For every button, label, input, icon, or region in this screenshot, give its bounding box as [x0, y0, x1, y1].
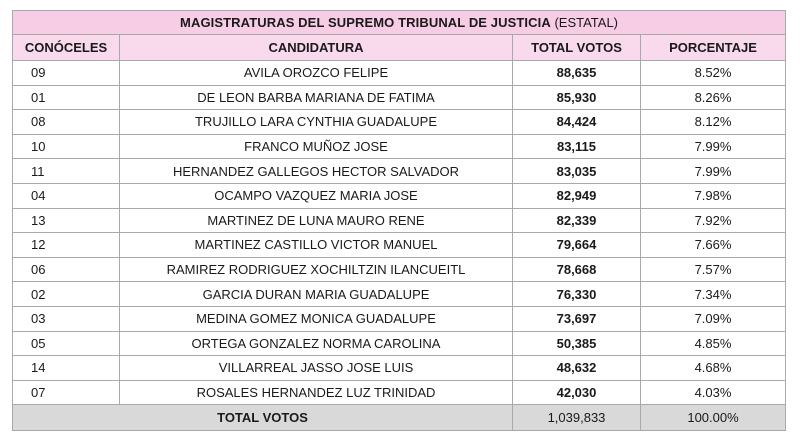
cell-candidate-name: MARTINEZ CASTILLO VICTOR MANUEL: [120, 233, 513, 258]
table-row: [13, 159, 786, 184]
cell-percent: 7.92%: [641, 208, 786, 233]
table-row: [13, 233, 786, 258]
cell-candidate-name: MEDINA GOMEZ MONICA GUADALUPE: [120, 306, 513, 331]
cell-candidate-name: TRUJILLO LARA CYNTHIA GUADALUPE: [120, 110, 513, 135]
cell-code: 07: [13, 380, 120, 405]
cell-percent: 7.98%: [641, 183, 786, 208]
table-title-bold: MAGISTRATURAS DEL SUPREMO TRIBUNAL DE JUSTICIA: [180, 15, 551, 30]
cell-code: 11: [13, 159, 120, 184]
cell-percent: 7.66%: [641, 233, 786, 258]
cell-candidate-name: HERNANDEZ GALLEGOS HECTOR SALVADOR: [120, 159, 513, 184]
cell-votes: 78,668: [513, 257, 641, 282]
cell-candidate-name: DE LEON BARBA MARIANA DE FATIMA: [120, 85, 513, 110]
cell-percent: 8.26%: [641, 85, 786, 110]
cell-votes: 82,949: [513, 183, 641, 208]
cell-code: 03: [13, 306, 120, 331]
table-title-suffix: (ESTATAL): [550, 15, 618, 30]
cell-candidate-name: RAMIREZ RODRIGUEZ XOCHILTZIN ILANCUEITL: [120, 257, 513, 282]
cell-candidate-name: AVILA OROZCO FELIPE: [120, 61, 513, 86]
results-table: [12, 10, 786, 431]
table-row: [13, 257, 786, 282]
table-title: [13, 11, 786, 35]
column-header-votes: TOTAL VOTOS: [513, 35, 641, 61]
cell-candidate-name: OCAMPO VAZQUEZ MARIA JOSE: [120, 183, 513, 208]
cell-code: 01: [13, 85, 120, 110]
table-row: [13, 110, 786, 135]
column-header-row: [13, 35, 786, 61]
cell-votes: 85,930: [513, 85, 641, 110]
cell-votes: 84,424: [513, 110, 641, 135]
cell-votes: 82,339: [513, 208, 641, 233]
cell-votes: 50,385: [513, 331, 641, 356]
cell-code: 12: [13, 233, 120, 258]
cell-votes: 83,035: [513, 159, 641, 184]
table-row: [13, 331, 786, 356]
cell-votes: 76,330: [513, 282, 641, 307]
table-row: [13, 183, 786, 208]
table-row: [13, 356, 786, 381]
cell-votes: 48,632: [513, 356, 641, 381]
table-row: [13, 282, 786, 307]
cell-candidate-name: FRANCO MUÑOZ JOSE: [120, 134, 513, 159]
column-header-code: CONÓCELES: [13, 35, 120, 61]
cell-votes: 88,635: [513, 61, 641, 86]
cell-votes: 42,030: [513, 380, 641, 405]
table-title-row: [13, 11, 786, 35]
cell-percent: 8.12%: [641, 110, 786, 135]
cell-code: 06: [13, 257, 120, 282]
total-label: TOTAL VOTOS: [13, 405, 513, 431]
cell-candidate-name: VILLARREAL JASSO JOSE LUIS: [120, 356, 513, 381]
cell-percent: 7.34%: [641, 282, 786, 307]
cell-candidate-name: ROSALES HERNANDEZ LUZ TRINIDAD: [120, 380, 513, 405]
cell-code: 14: [13, 356, 120, 381]
column-header-candidate: CANDIDATURA: [120, 35, 513, 61]
cell-votes: 83,115: [513, 134, 641, 159]
cell-code: 09: [13, 61, 120, 86]
cell-percent: 4.68%: [641, 356, 786, 381]
table-row: [13, 61, 786, 86]
cell-percent: 7.99%: [641, 159, 786, 184]
table-row: [13, 380, 786, 405]
results-table-container: [12, 10, 785, 431]
total-votes: 1,039,833: [513, 405, 641, 431]
cell-votes: 79,664: [513, 233, 641, 258]
table-row: [13, 134, 786, 159]
cell-percent: 7.99%: [641, 134, 786, 159]
table-row: [13, 208, 786, 233]
results-table-body: [13, 11, 786, 431]
cell-percent: 8.52%: [641, 61, 786, 86]
cell-code: 04: [13, 183, 120, 208]
total-row: [13, 405, 786, 431]
cell-percent: 4.85%: [641, 331, 786, 356]
cell-candidate-name: MARTINEZ DE LUNA MAURO RENE: [120, 208, 513, 233]
cell-code: 10: [13, 134, 120, 159]
table-row: [13, 85, 786, 110]
cell-candidate-name: ORTEGA GONZALEZ NORMA CAROLINA: [120, 331, 513, 356]
cell-candidate-name: GARCIA DURAN MARIA GUADALUPE: [120, 282, 513, 307]
table-row: [13, 306, 786, 331]
cell-code: 08: [13, 110, 120, 135]
cell-votes: 73,697: [513, 306, 641, 331]
cell-code: 02: [13, 282, 120, 307]
cell-percent: 4.03%: [641, 380, 786, 405]
column-header-percent: PORCENTAJE: [641, 35, 786, 61]
total-percent: 100.00%: [641, 405, 786, 431]
cell-code: 05: [13, 331, 120, 356]
cell-percent: 7.09%: [641, 306, 786, 331]
cell-percent: 7.57%: [641, 257, 786, 282]
cell-code: 13: [13, 208, 120, 233]
